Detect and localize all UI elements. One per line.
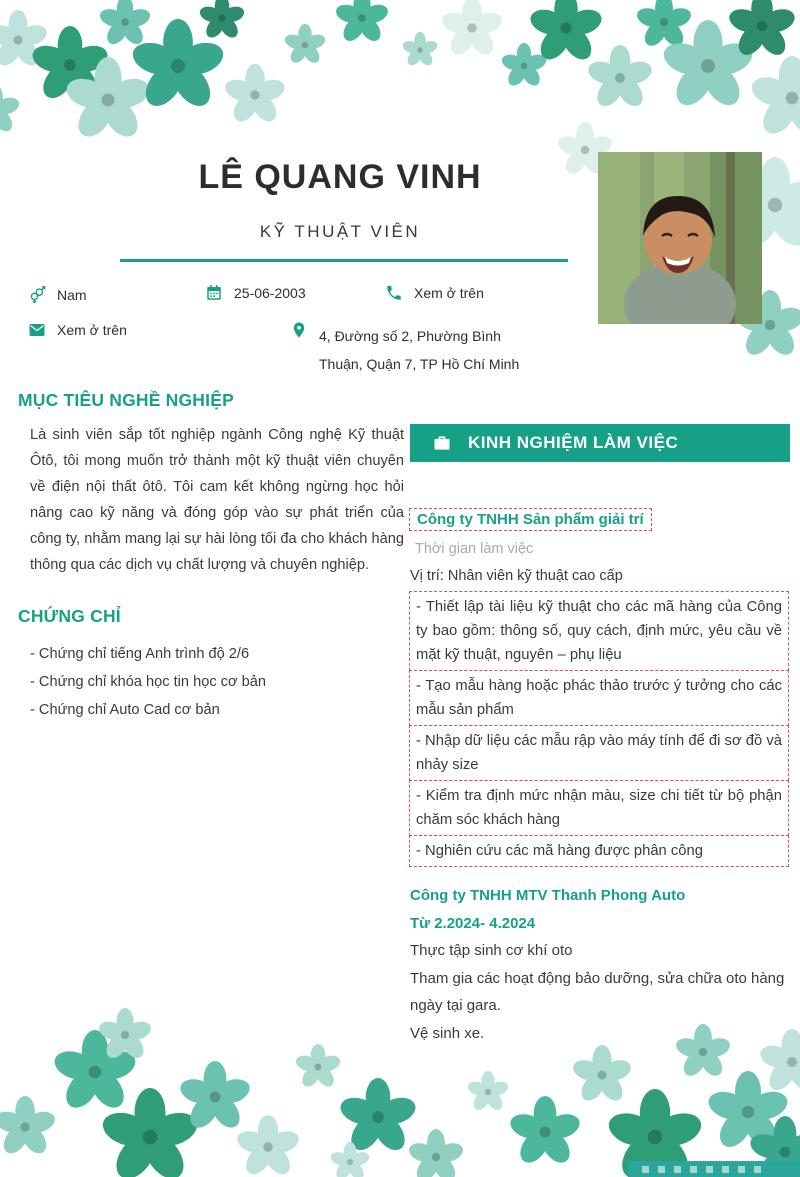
certificate-item: - Chứng chỉ khóa học tin học cơ bản — [30, 674, 266, 690]
contact-birthday — [205, 285, 306, 302]
job-position: Thực tập sinh cơ khí oto — [410, 942, 573, 959]
gender-icon — [28, 286, 46, 304]
address-value: 4, Đường số 2, Phường Bình Thuận, Quận 7, TP Hồ Chí Minh — [319, 328, 520, 372]
birthday-value: 25-06-2003 — [234, 285, 306, 301]
certificates-list — [30, 640, 404, 724]
gender-value: Nam — [57, 287, 87, 303]
job-block — [410, 882, 790, 1047]
calendar-icon — [205, 284, 223, 302]
job-duty: - Tạo mẫu hàng hoặc phác thảo trước ý tưởng cho các mẫu sản phẩm — [409, 670, 789, 726]
certificates-heading: CHỨNG CHỈ — [18, 606, 121, 626]
objective-body: Là sinh viên sắp tốt nghiệp ngành Công nghệ Kỹ thuật Ôtô, tôi mong muốn trở thành một kỹ thuật viên chuyên về điện nội thất ôtô. Tôi cam kết không ngừng học hỏi nâng cao kỹ năng và đóng góp vào sự phát triển của công ty, nhằm mang lại sự hài lòng tối đa cho khách hàng thông qua các dịch vụ chất lượng và chuyên nghiệp. — [30, 427, 404, 573]
watermark-bar — [628, 1161, 800, 1177]
job-duty: - Kiểm tra định mức nhận màu, size chi tiết từ bộ phận chăm sóc khách hàng — [409, 780, 789, 836]
location-pin-icon — [290, 321, 308, 339]
certificate-item: - Chứng chỉ Auto Cad cơ bản — [30, 702, 220, 718]
contact-address — [290, 322, 548, 378]
profile-photo-image — [598, 152, 762, 324]
profile-photo — [598, 152, 762, 324]
experience-banner — [410, 424, 790, 462]
contact-gender — [28, 287, 87, 304]
job-period-placeholder: Thời gian làm việc — [415, 541, 534, 557]
job-duty: Vệ sinh xe. — [410, 1024, 485, 1042]
certificate-item: - Chứng chỉ tiếng Anh trình độ 2/6 — [30, 646, 250, 662]
job-duty: Tham gia các hoạt động bảo dưỡng, sửa chữa oto hàng ngày tại gara. — [410, 969, 785, 1014]
job-period: Từ 2.2024- 4.2024 — [410, 914, 536, 932]
candidate-name: LÊ QUANG VINH — [198, 158, 482, 196]
briefcase-icon — [432, 433, 452, 453]
objective-heading: MỤC TIÊU NGHỀ NGHIỆP — [18, 390, 234, 410]
job-company: Công ty TNHH MTV Thanh Phong Auto — [410, 887, 686, 904]
header-divider — [120, 259, 568, 262]
job-duty: - Nghiên cứu các mã hàng được phân công — [409, 835, 789, 867]
top-flower-decoration — [0, 0, 800, 170]
email-icon — [28, 321, 46, 339]
experience-heading: KINH NGHIỆM LÀM VIỆC — [468, 433, 679, 452]
contact-phone — [385, 285, 484, 302]
contact-email — [28, 322, 127, 339]
job-duty: - Nhập dữ liệu các mẫu rập vào máy tính để đi sơ đồ và nhảy size — [409, 725, 789, 781]
job-duties-list — [409, 592, 789, 867]
candidate-title: KỸ THUẬT VIÊN — [259, 222, 421, 241]
email-value: Xem ở trên — [57, 322, 127, 338]
job-company: Công ty TNHH Sản phẩm giải trí — [409, 508, 652, 531]
job-duty: - Thiết lập tài liệu kỹ thuật cho các mã hàng của Công ty bao gồm: thông số, quy cách, định mức, yêu cầu về mặt kỹ thuật, nguyên – phụ liệu — [409, 591, 789, 671]
phone-icon — [385, 284, 403, 302]
phone-value: Xem ở trên — [414, 285, 484, 301]
job-position: Vị trí: Nhân viên kỹ thuật cao cấp — [410, 568, 623, 584]
